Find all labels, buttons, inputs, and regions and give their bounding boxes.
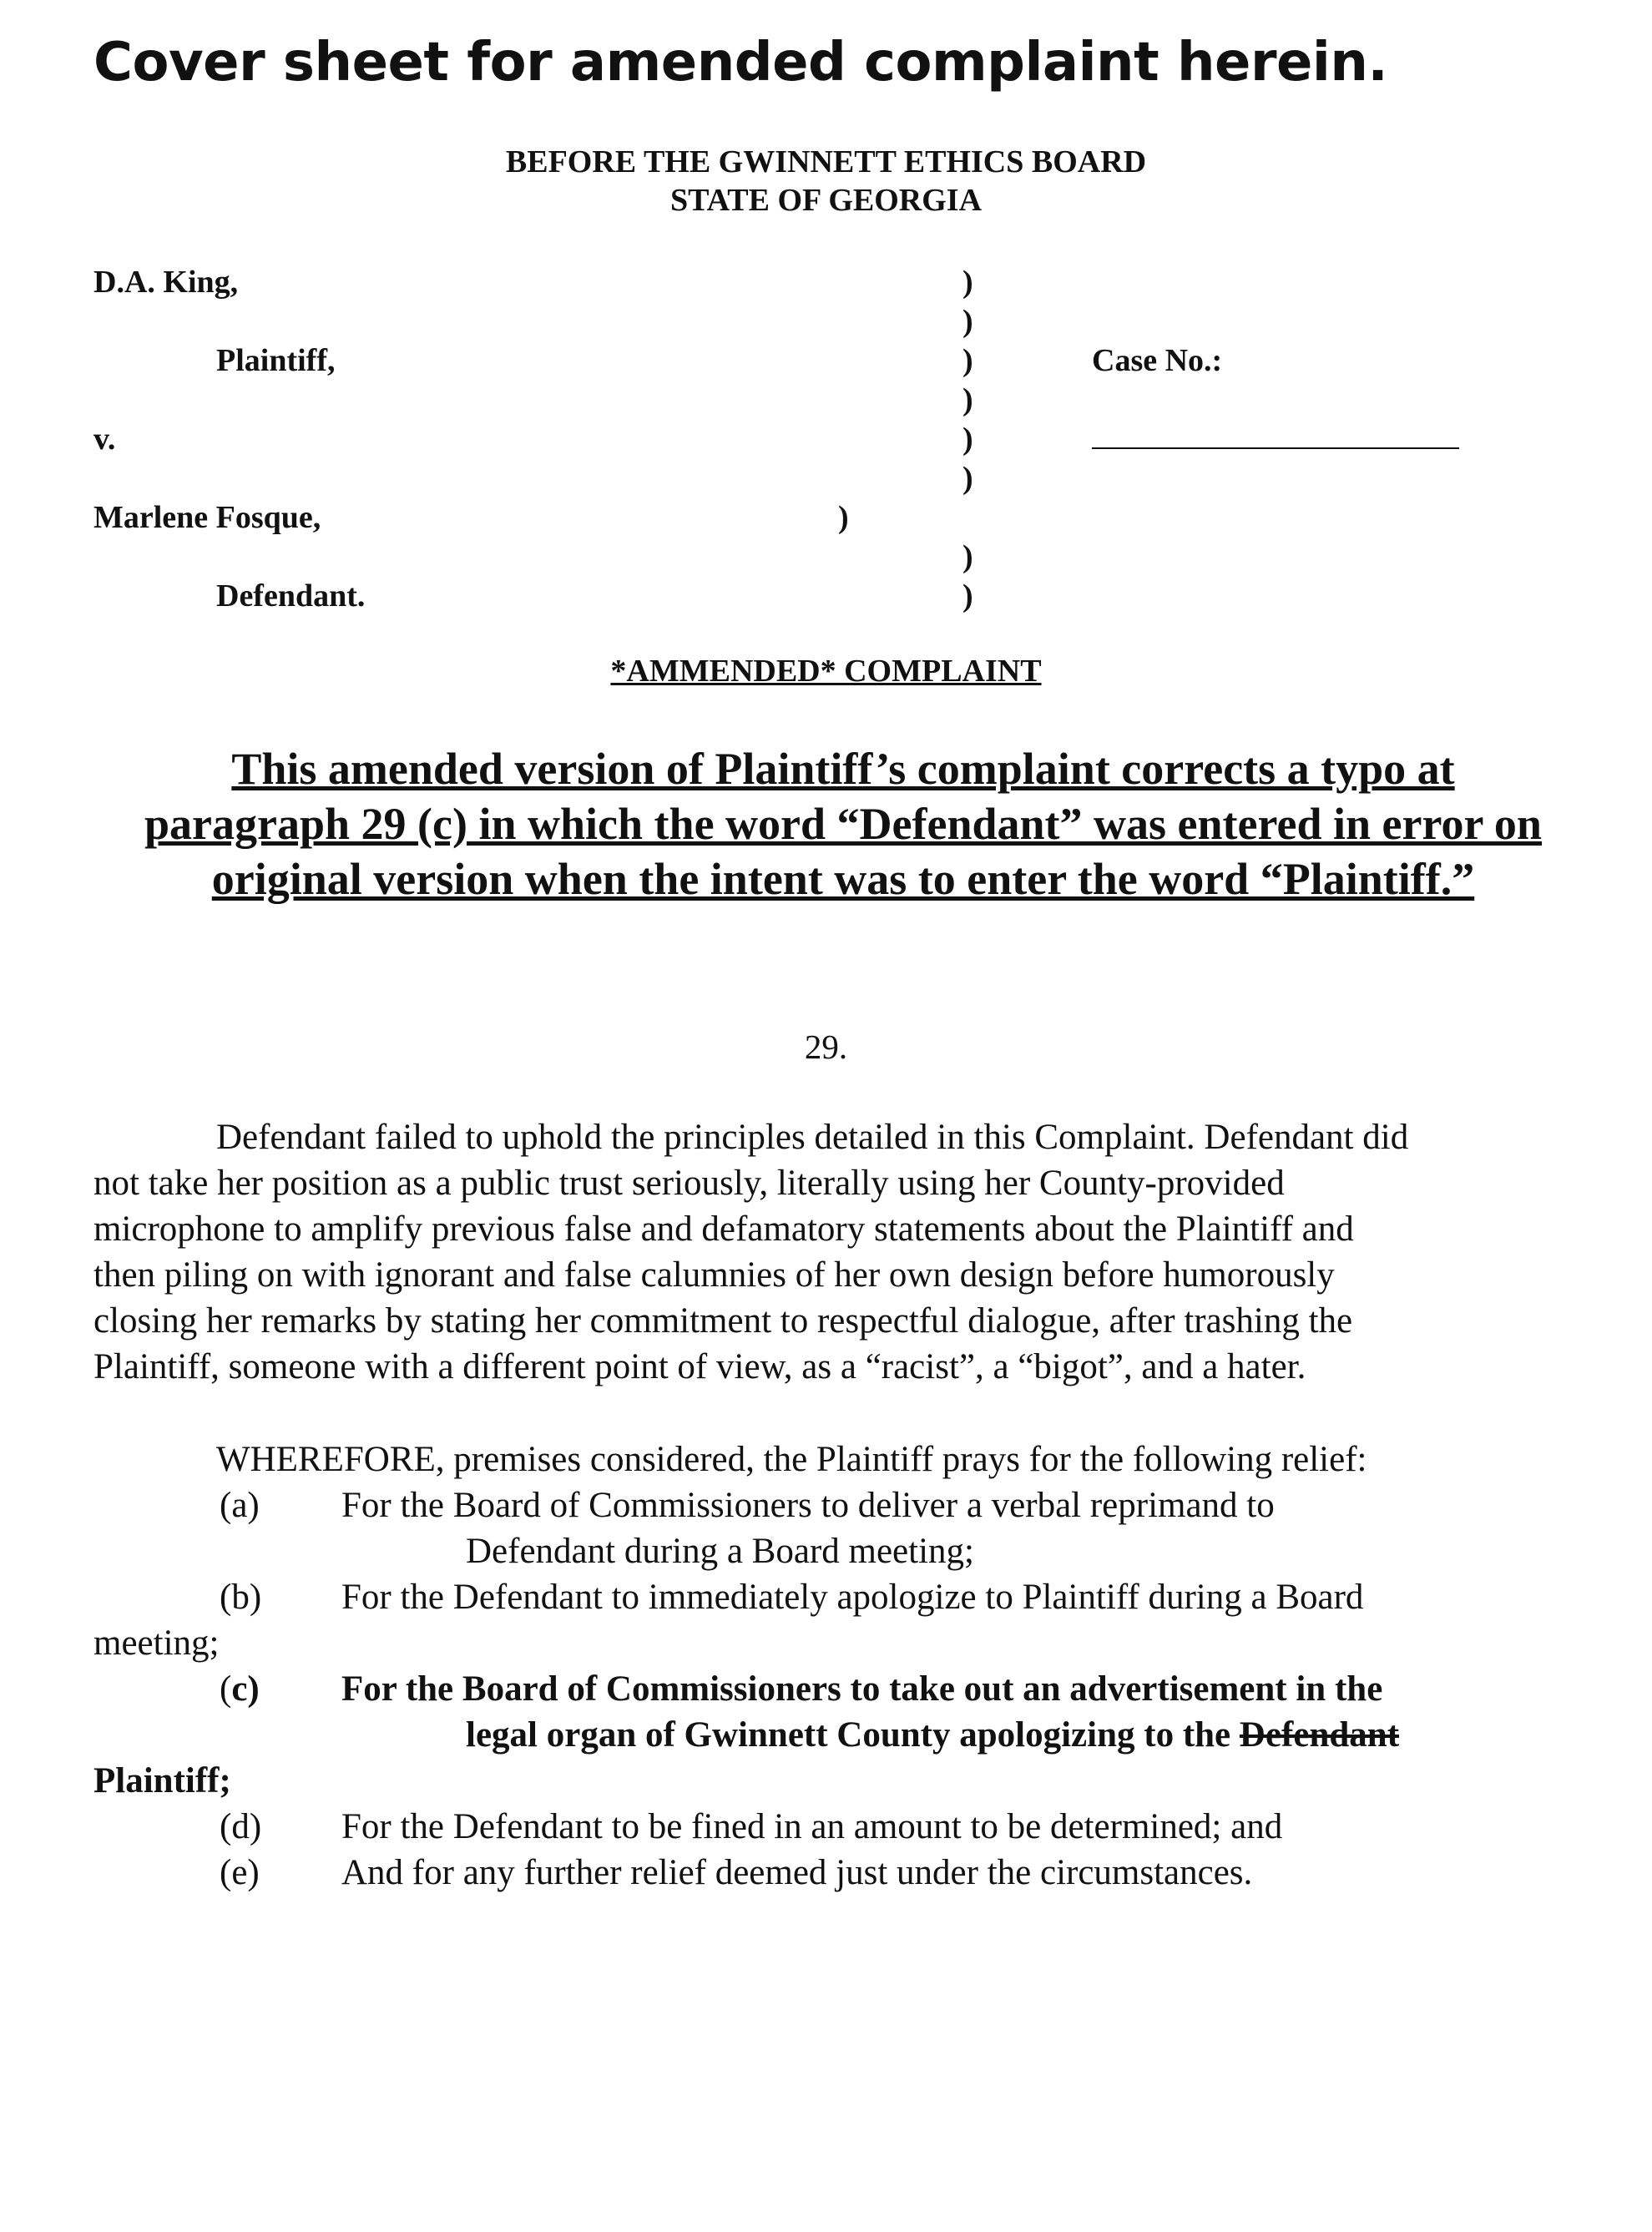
caption-paren: ) <box>962 265 973 300</box>
caption-paren: ) <box>962 578 973 614</box>
relief-c-line2-text: legal organ of Gwinnett County apologizing to the <box>466 1715 1231 1755</box>
caption-paren: ) <box>962 461 973 496</box>
caption-paren: ) <box>962 304 973 339</box>
relief-b-label: (b) <box>220 1578 262 1617</box>
cover-title: Cover sheet for amended complaint herein. <box>93 32 1388 93</box>
caption-paren: ) <box>962 539 973 574</box>
body-line: then piling on with ignorant and false calumnies of her own design before humorously <box>93 1255 1335 1295</box>
complaint-title: *AMMENDED* COMPLAINT <box>610 654 1042 689</box>
body-line: closing her remarks by stating her commitment to respectful dialogue, after trashing the <box>93 1301 1353 1341</box>
caption-paren: ) <box>962 343 973 378</box>
body-line: Defendant failed to uphold the principles detailed in this Complaint. Defendant did <box>216 1118 1409 1157</box>
relief-c-line3: Plaintiff; <box>93 1761 231 1800</box>
relief-e-line1: And for any further relief deemed just under the circumstances. <box>341 1853 1253 1892</box>
relief-d-label: (d) <box>220 1807 262 1846</box>
defendant-role: Defendant. <box>216 578 366 614</box>
plaintiff-name: D.A. King, <box>93 265 239 300</box>
relief-d-line1: For the Defendant to be fined in an amount to be determined; and <box>341 1807 1283 1846</box>
board-header-line1: BEFORE THE GWINNETT ETHICS BOARD <box>505 144 1147 179</box>
defendant-name: Marlene Fosque, <box>93 500 321 535</box>
body-line: Plaintiff, someone with a different point of view, as a “racist”, a “bigot”, and a hater. <box>93 1347 1306 1386</box>
versus: v. <box>93 422 116 457</box>
notice-line: original version when the intent was to enter the word “Plaintiff.” <box>211 854 1475 904</box>
board-header-line2: STATE OF GEORGIA <box>669 183 983 218</box>
body-line: microphone to amplify previous false and defamatory statements about the Plaintiff and <box>93 1209 1354 1249</box>
relief-a-label: (a) <box>220 1486 260 1525</box>
wherefore-line: WHEREFORE, premises considered, the Plaintiff prays for the following relief: <box>216 1440 1367 1479</box>
paragraph-number: 29. <box>804 1028 848 1066</box>
plaintiff-role: Plaintiff, <box>216 343 336 378</box>
relief-c-struck-word: Defendant <box>1239 1715 1400 1755</box>
relief-c-label <box>220 1669 260 1709</box>
amendment-notice <box>93 741 1593 906</box>
relief-e-label: (e) <box>220 1853 260 1892</box>
relief-c-label-rest: c) <box>231 1669 260 1709</box>
body-line: not take her position as a public trust seriously, literally using her County-provided <box>93 1164 1285 1203</box>
relief-a-line2: Defendant during a Board meeting; <box>466 1532 974 1571</box>
notice-line: paragraph 29 (c) in which the word “Defendant” was entered in error on <box>144 799 1542 849</box>
caption-paren: ) <box>962 422 973 457</box>
relief-c-line1: For the Board of Commissioners to take out an advertisement in the <box>341 1669 1383 1709</box>
relief-b-line1: For the Defendant to immediately apologize to Plaintiff during a Board <box>341 1578 1364 1617</box>
caption-paren: ) <box>962 382 973 417</box>
notice-line: This amended version of Plaintiff’s complaint corrects a typo at <box>231 744 1455 794</box>
relief-b-line2: meeting; <box>93 1624 220 1663</box>
relief-c-line2 <box>466 1714 1399 1755</box>
relief-a-line1: For the Board of Commissioners to deliver a verbal reprimand to <box>341 1486 1275 1525</box>
relief-c-label-open: ( <box>220 1669 232 1709</box>
case-no-blank <box>1092 447 1459 449</box>
caption-paren: ) <box>838 500 849 535</box>
case-no-label: Case No.: <box>1092 343 1223 378</box>
